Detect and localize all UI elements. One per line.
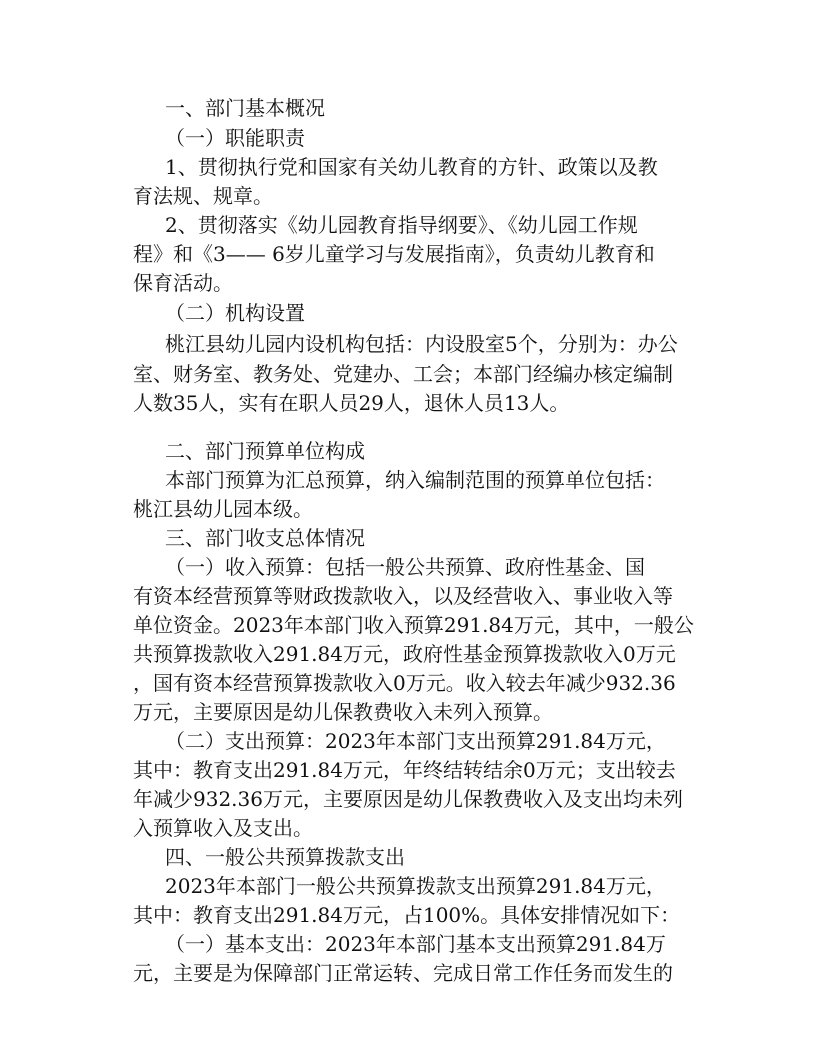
paragraph-line: （一）收入预算：包括一般公共预算、政府性基金、国 bbox=[165, 555, 645, 579]
paragraph-line: 入预算收入及支出。 bbox=[133, 816, 313, 840]
paragraph-line: 年减少932.36万元，主要原因是幼儿保教费收入及支出均未列 bbox=[133, 787, 683, 811]
paragraph-line: 程》和《3—— 6岁儿童学习与发展指南》，负责幼儿教育和 bbox=[133, 242, 655, 266]
section-heading: 四、一般公共预算拨款支出 bbox=[165, 845, 405, 869]
paragraph-line: 2、贯彻落实《幼儿园教育指导纲要》、《幼儿园工作规 bbox=[165, 213, 638, 237]
paragraph-line: 共预算拨款收入291.84万元，政府性基金预算拨款收入0万元 bbox=[133, 642, 676, 666]
paragraph-line: 元，主要是为保障部门正常运转、完成日常工作任务而发生的 bbox=[133, 961, 673, 985]
section-heading: 一、部门基本概况 bbox=[165, 96, 325, 120]
paragraph-line: 其中：教育支出291.84万元，年终结转结余0万元；支出较去 bbox=[133, 758, 676, 782]
paragraph-line: 育法规、规章。 bbox=[133, 184, 273, 208]
paragraph-line: 万元，主要原因是幼儿保教费收入未列入预算。 bbox=[133, 700, 553, 724]
paragraph-line: 其中：教育支出291.84万元，占100%。具体安排情况如下： bbox=[133, 903, 681, 927]
subsection-heading: （二）机构设置 bbox=[165, 301, 305, 325]
paragraph-line: 桃江县幼儿园内设机构包括：内设股室5个，分别为：办公 bbox=[165, 332, 678, 356]
paragraph-line: （一）基本支出：2023年本部门基本支出预算291.84万 bbox=[165, 932, 666, 956]
paragraph-line: 人数35人，实有在职人员29人，退休人员13人。 bbox=[133, 391, 570, 415]
paragraph-line: 室、财务室、教务处、党建办、工会；本部门经编办核定编制 bbox=[133, 362, 673, 386]
paragraph-line: （二）支出预算：2023年本部门支出预算291.84万元， bbox=[165, 729, 666, 753]
paragraph-line: 1、贯彻执行党和国家有关幼儿教育的方针、政策以及教 bbox=[165, 155, 658, 179]
paragraph-line: ，国有资本经营预算拨款收入0万元。收入较去年减少932.36 bbox=[133, 671, 676, 695]
paragraph-line: 2023年本部门一般公共预算拨款支出预算291.84万元， bbox=[165, 874, 666, 898]
paragraph-line: 保育活动。 bbox=[133, 271, 233, 295]
subsection-heading: （一）职能职责 bbox=[165, 126, 305, 150]
paragraph-line: 桃江县幼儿园本级。 bbox=[133, 497, 313, 521]
paragraph-line: 单位资金。2023年本部门收入预算291.84万元，其中，一般公 bbox=[133, 613, 694, 637]
section-heading: 三、部门收支总体情况 bbox=[165, 526, 365, 550]
paragraph-line: 有资本经营预算等财政拨款收入，以及经营收入、事业收入等 bbox=[133, 584, 673, 608]
paragraph-line: 本部门预算为汇总预算，纳入编制范围的预算单位包括： bbox=[165, 468, 665, 492]
section-heading: 二、部门预算单位构成 bbox=[165, 439, 365, 463]
